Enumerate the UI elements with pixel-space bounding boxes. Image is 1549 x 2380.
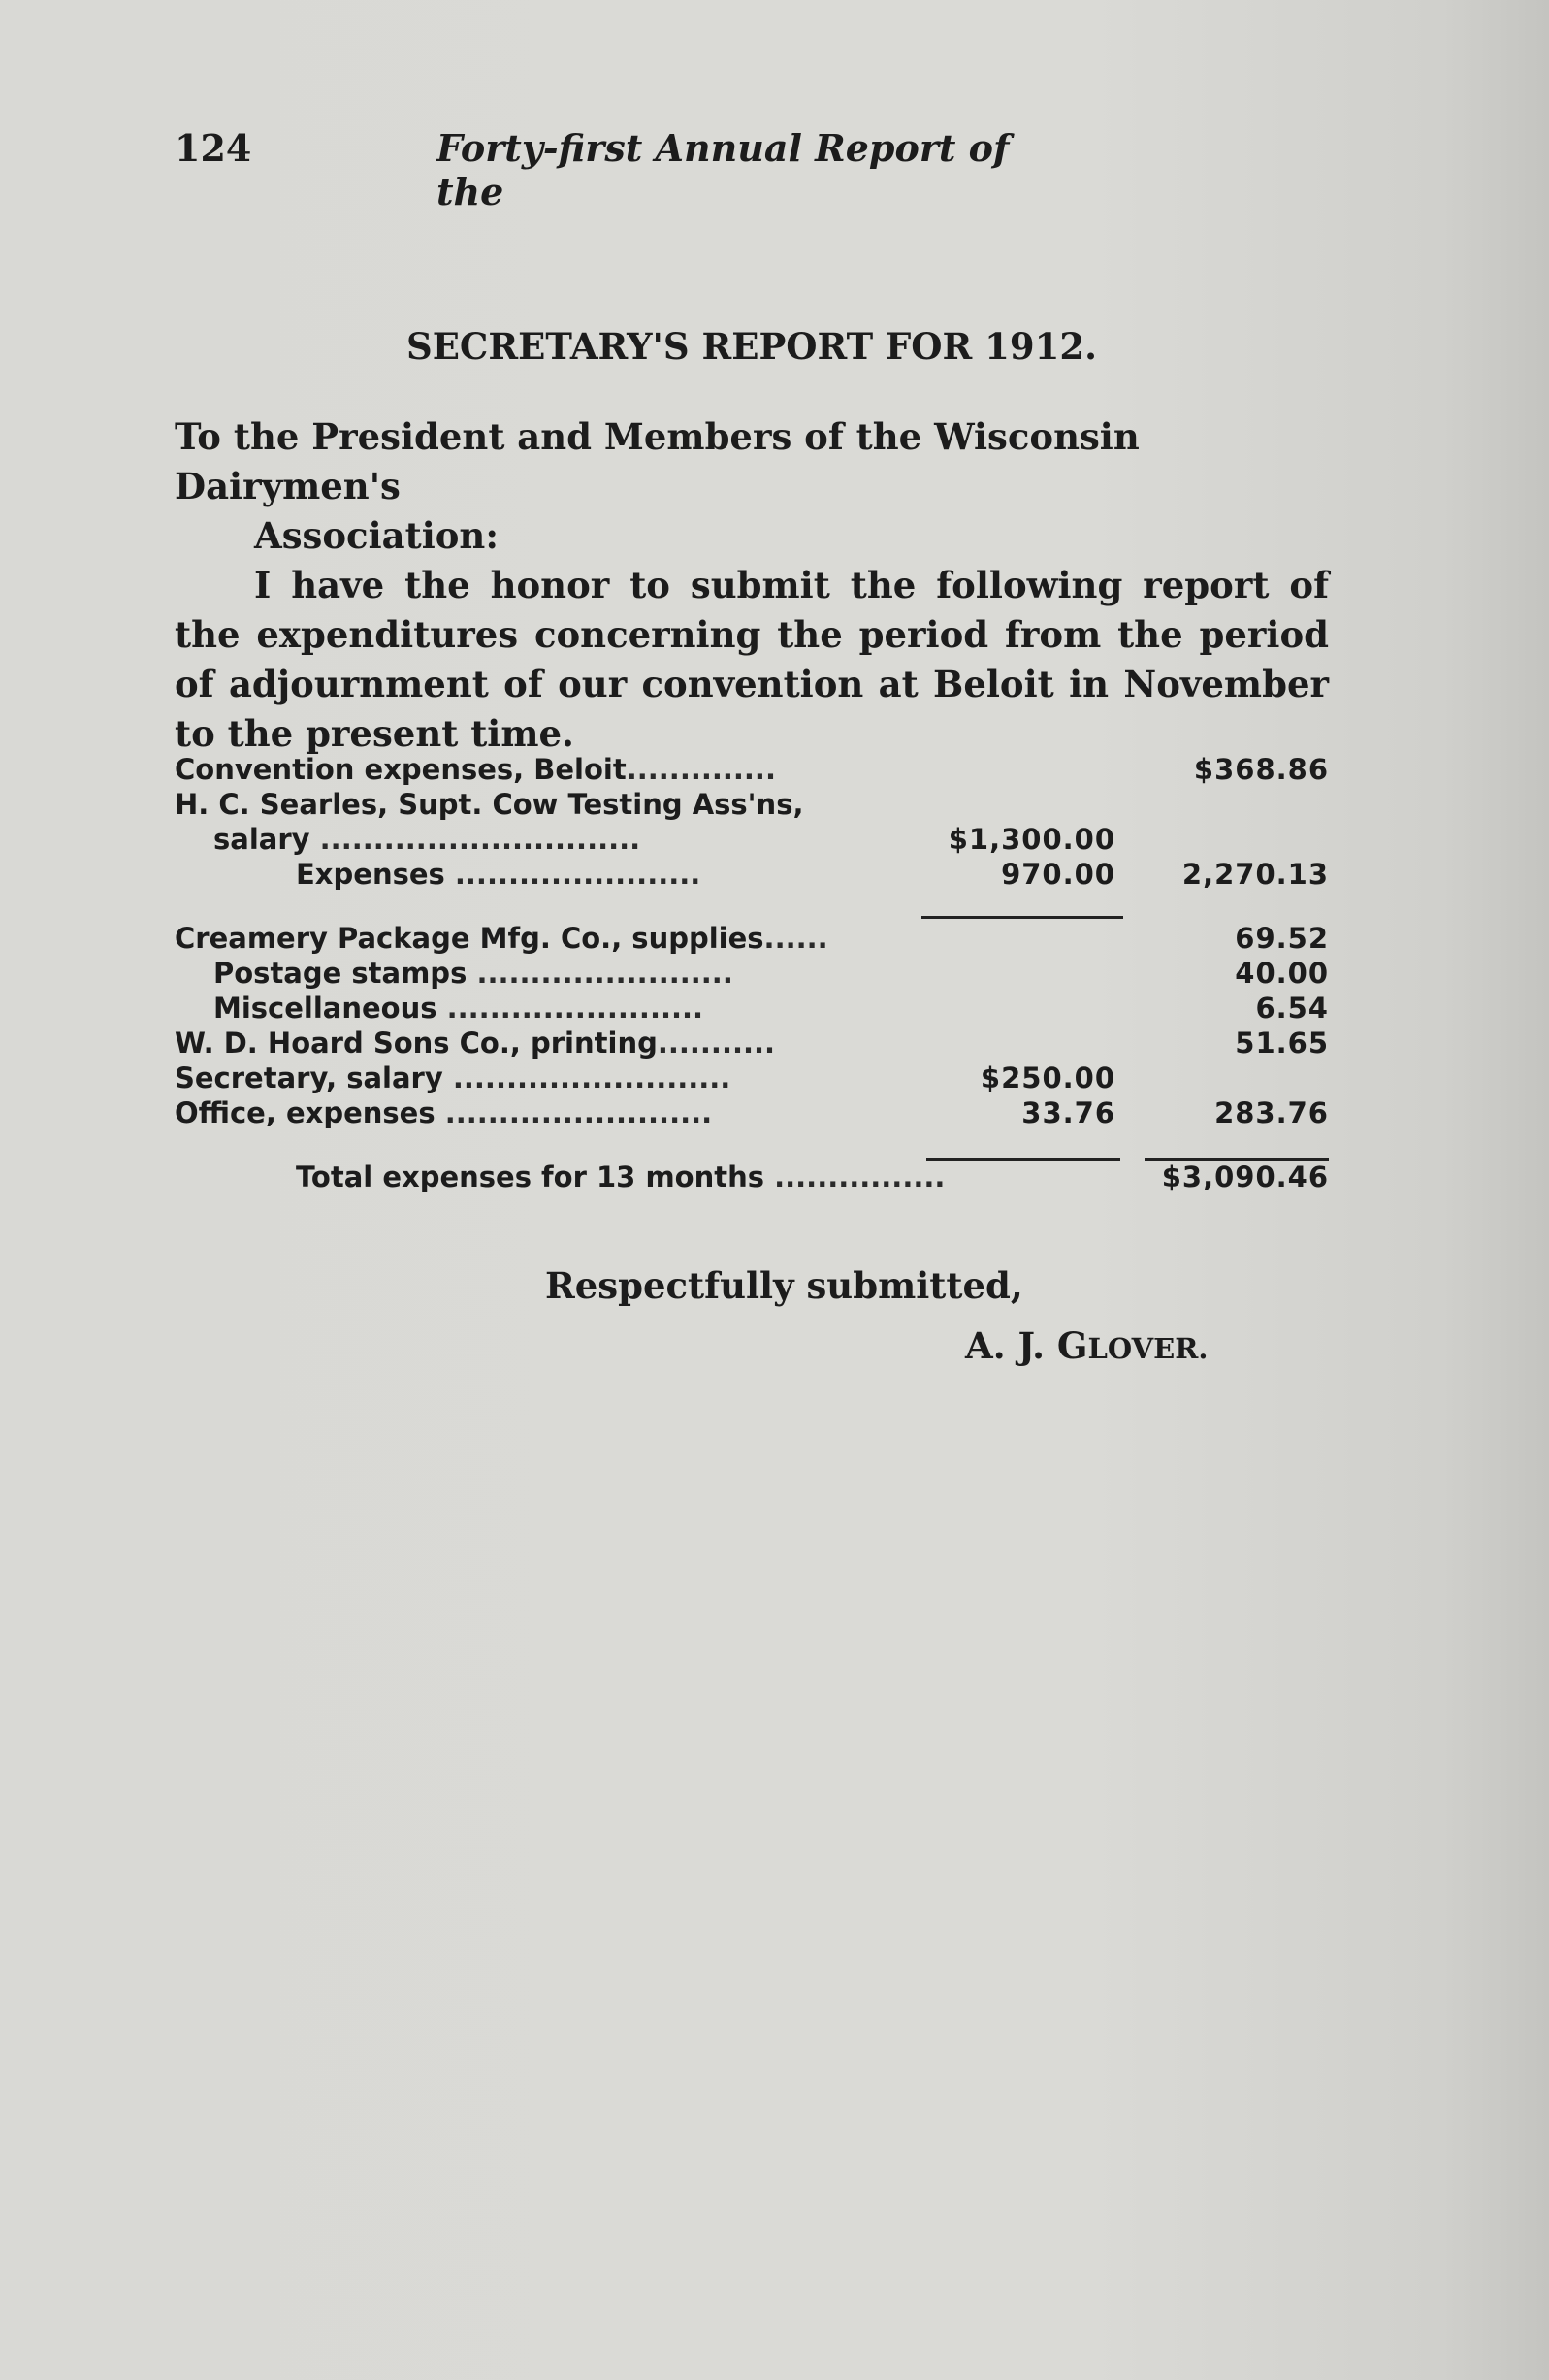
- ledger-label: Convention expenses, Beloit..............: [175, 753, 776, 786]
- ledger-amount: 51.65: [1235, 1027, 1329, 1060]
- ledger-label: H. C. Searles, Supt. Cow Testing Ass'ns,: [175, 788, 804, 821]
- ledger-amount: 69.52: [1235, 922, 1329, 955]
- running-head: Forty-first Annual Report of the: [436, 126, 1010, 213]
- ledger-row-misc: [175, 992, 1329, 1027]
- page-number: 124: [175, 126, 252, 170]
- ledger-label: W. D. Hoard Sons Co., printing...........: [175, 1027, 776, 1060]
- ledger-total: $3,090.46: [1161, 1160, 1329, 1193]
- ledger-row-office: [175, 1096, 1329, 1131]
- ledger-amount: 2,270.13: [1181, 858, 1329, 891]
- ledger-row-creamery: [175, 922, 1329, 957]
- ledger-label: Miscellaneous ........................: [213, 992, 704, 1025]
- report-paragraph: I have the honor to submit the following report of the expenditures concerning the period from the period of adjournment of our convention at Beloit in November to the present time.: [175, 564, 1329, 755]
- ledger-row-salary: [175, 823, 1329, 858]
- subtotal-rule: [921, 916, 1123, 919]
- ledger-subamount: 33.76: [1021, 1096, 1115, 1129]
- ledger-label: salary ..............................: [213, 823, 641, 856]
- ledger-subamount: $1,300.00: [948, 823, 1115, 856]
- signature-initials: A. J. G: [965, 1324, 1088, 1367]
- salutation-line-2: Association:: [254, 514, 499, 557]
- ledger-row-postage: [175, 957, 1329, 992]
- page-header: [175, 126, 1048, 213]
- ledger-label: Office, expenses .........................: [175, 1096, 713, 1129]
- salutation-line-1: To the President and Members of the Wisconsin Dairymen's: [175, 415, 1140, 507]
- ledger-label: Secretary, salary ..........................: [175, 1061, 731, 1094]
- ledger-amount: $368.86: [1193, 753, 1329, 786]
- signature: [965, 1324, 1208, 1367]
- expense-ledger: [175, 753, 1329, 1193]
- ledger-amount: 40.00: [1235, 957, 1329, 990]
- ledger-subamount: $250.00: [980, 1061, 1115, 1094]
- ledger-row-total: [175, 1160, 1329, 1195]
- ledger-subamount: 970.00: [1001, 858, 1115, 891]
- signature-surname: LOVER.: [1087, 1332, 1209, 1365]
- ledger-label: Expenses .......................: [296, 858, 701, 891]
- ledger-row-expenses: [175, 858, 1329, 893]
- ledger-row-searles: [175, 788, 1329, 823]
- ledger-row-secretary: [175, 1061, 1329, 1096]
- report-body: [175, 412, 1329, 759]
- ledger-label: Creamery Package Mfg. Co., supplies......: [175, 922, 828, 955]
- ledger-row-convention: [175, 753, 1329, 788]
- ledger-label: Total expenses for 13 months ................: [296, 1160, 946, 1193]
- ledger-amount: 283.76: [1214, 1096, 1329, 1129]
- ledger-label: Postage stamps ........................: [213, 957, 733, 990]
- ledger-amount: 6.54: [1255, 992, 1329, 1025]
- report-title: SECRETARY'S REPORT FOR 1912.: [406, 325, 1097, 368]
- closing-line: Respectfully submitted,: [545, 1264, 1023, 1307]
- salutation: [175, 412, 1329, 561]
- ledger-row-hoard: [175, 1027, 1329, 1061]
